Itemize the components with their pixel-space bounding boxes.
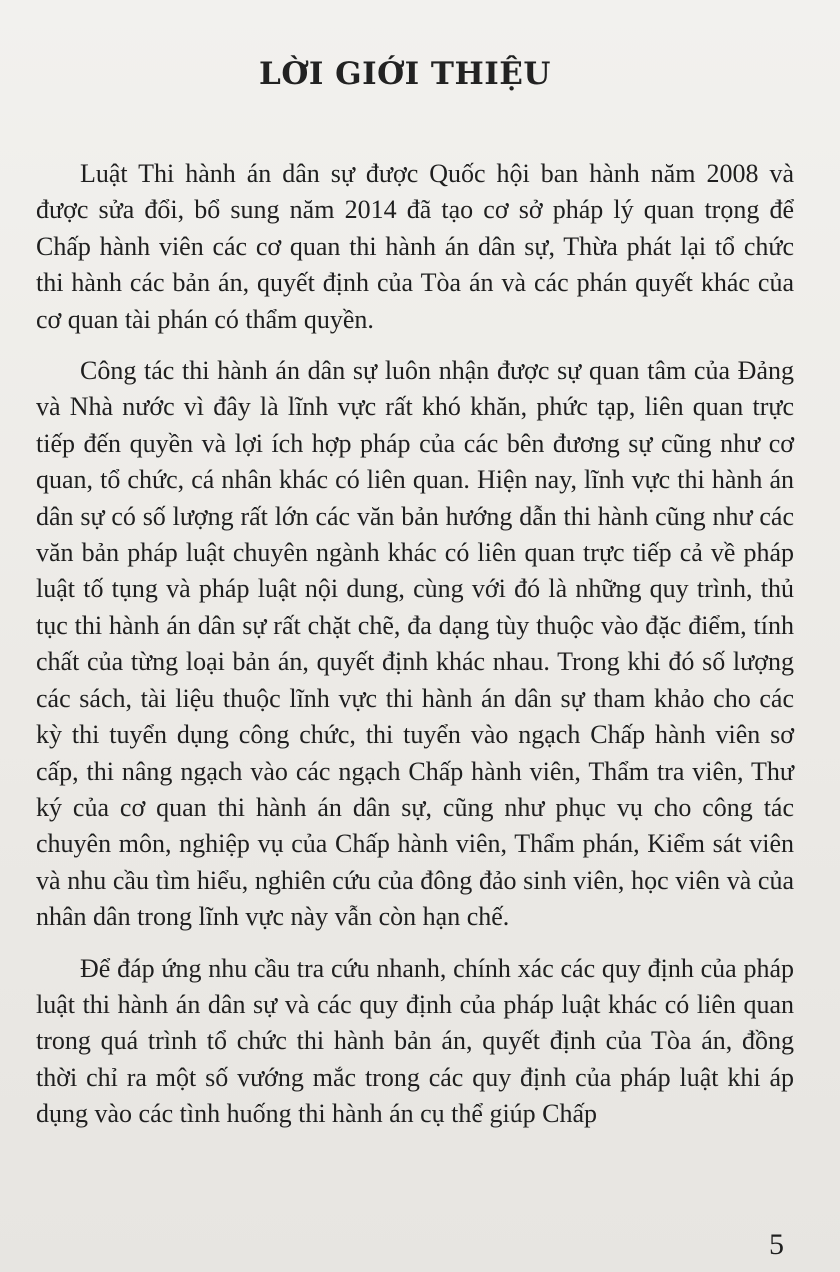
paragraph: Để đáp ứng nhu cầu tra cứu nhanh, chính xác các quy định của pháp luật thi hành án dân sự và các quy định của pháp luật khác có liên quan trong quá trình tổ chức thi hành bản án, quyết định của Tòa án, đồng thời chỉ ra một số vướng mắc trong các quy định của pháp luật khi áp dụng vào các tình huống thi hành án cụ thể giúp Chấp [36, 953, 794, 1129]
paragraph: Luật Thi hành án dân sự được Quốc hội ban hành năm 2008 và được sửa đổi, bổ sung năm 2014 đã tạo cơ sở pháp lý quan trọng để Chấp hành viên các cơ quan thi hành án dân sự, Thừa phát lại tổ chức thi hành các bản án, quyết định của Tòa án và các phán quyết khác của cơ quan tài phán có thẩm quyền. [36, 159, 794, 334]
page-title: LỜI GIỚI THIỆU [259, 56, 551, 92]
page-number: 5 [769, 1228, 784, 1261]
body-text [36, 156, 794, 1148]
paragraph: Công tác thi hành án dân sự luôn nhận được sự quan tâm của Đảng và Nhà nước vì đây là lĩnh vực rất khó khăn, phức tạp, liên quan trực tiếp đến quyền và lợi ích hợp pháp của các bên đương sự cũng như cơ quan, tổ chức, cá nhân khác có liên quan. Hiện nay, lĩnh vực thi hành án dân sự có số lượng rất lớn các văn bản hướng dẫn thi hành cũng như các văn bản pháp luật chuyên ngành khác có liên quan trực tiếp cả về pháp luật tố tụng và pháp luật nội dung, cùng với đó là những quy trình, thủ tục thi hành án dân sự rất chặt chẽ, đa dạng tùy thuộc vào đặc điểm, tính chất của từng loại bản án, quyết định khác nhau. Trong khi đó số lượng các sách, tài liệu thuộc lĩnh vực thi hành án dân sự tham khảo cho các kỳ thi tuyển dụng công chức, thi tuyển vào ngạch Chấp hành viên sơ cấp, thi nâng ngạch vào các ngạch Chấp hành viên, Thẩm tra viên, Thư ký của cơ quan thi hành án dân sự, cũng như phục vụ cho công tác chuyên môn, nghiệp vụ của Chấp hành viên, Thẩm phán, Kiểm sát viên và nhu cầu tìm hiểu, nghiên cứu của đông đảo sinh viên, học viên và của nhân dân trong lĩnh vực này vẫn còn hạn chế. [36, 356, 794, 932]
